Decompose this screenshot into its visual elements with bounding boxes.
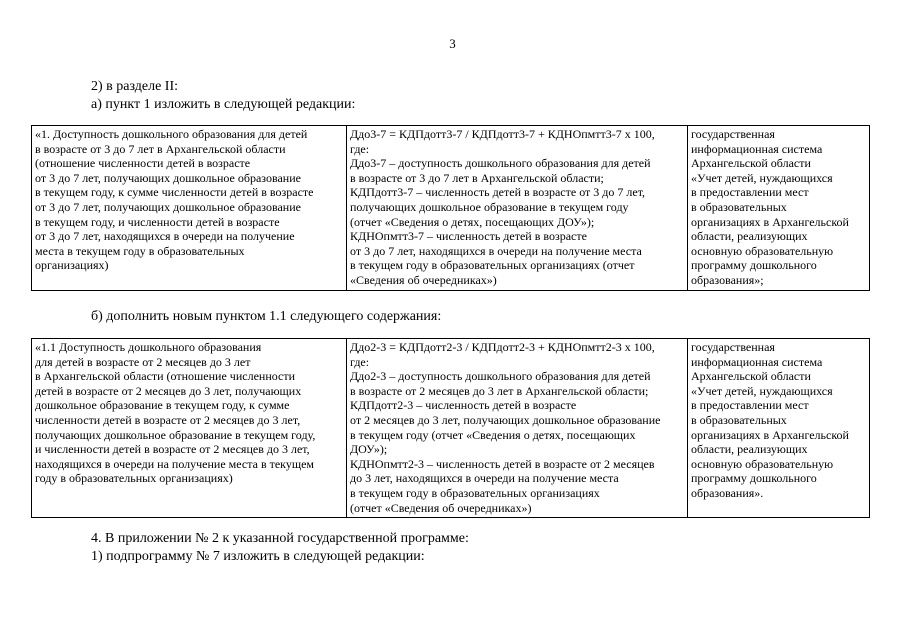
formula-cell: Ддо2-3 = КДПдотт2-3 / КДПдотт2-3 + КДНОпмтт2-3 х 100, где: Ддо2-3 – доступность дошкольного образования для детей в возрасте от 2 месяцев до 3 лет в Архангельской области; КДПдотт2-3 – численность детей в возрасте от 2 месяцев до 3 лет, получающих дошкольное образование в текущем году (отчет «Сведения о детях, посещающих ДОУ»); КДНОпмтт2-3 – численность детей в возрасте от 2 месяцев до 3 лет, находящихся в очереди на получение места в текущем году в образовательных организациях (отчет «Сведения об очередниках») [347, 339, 688, 518]
source-cell: государственная информационная система Архангельской области «Учет детей, нуждающихся в предоставлении мест в образовательных организациях в Архангельской области, реализующих основную образовательную программу дошкольного образования». [688, 339, 870, 518]
table-row [32, 339, 870, 518]
section-item-b: б) дополнить новым пунктом 1.1 следующего содержания: [91, 309, 442, 324]
indicator-cell: «1. Доступность дошкольного образования для детей в возрасте от 3 до 7 лет в Архангельской области (отношение численности детей в возрасте от 3 до 7 лет, получающих дошкольное образование в текущем году, к сумме численности детей в возрасте от 3 до 7 лет, получающих дошкольное образование в текущем году, и численности детей в возрасте от 3 до 7 лет, находящихся в очереди на получение места в текущем году в образовательных организациях) [32, 126, 347, 291]
indicator-cell: «1.1 Доступность дошкольного образования для детей в возрасте от 2 месяцев до 3 лет в Архангельской области (отношение численности детей в возрасте от 2 месяцев до 3 лет, получающих дошкольное образование в текущем году, к сумме численности детей в возрасте от 2 месяцев до 3 лет, получающих дошкольное образование в текущем году, и численности детей в возрасте от 2 месяцев до 3 лет, находящихся в очереди на получение места в текущем году в образовательных организациях) [32, 339, 347, 518]
section-item-4-1: 1) подпрограмму № 7 изложить в следующей редакции: [91, 549, 425, 564]
indicator-table-1 [31, 125, 870, 291]
formula-cell: Ддо3-7 = КДПдотт3-7 / КДПдотт3-7 + КДНОпмтт3-7 х 100, где: Ддо3-7 – доступность дошкольного образования для детей в возрасте от 3 до 7 лет в Архангельской области; КДПдотт3-7 – численность детей в возрасте от 3 до 7 лет, получающих дошкольное образование в текущем году (отчет «Сведения о детях, посещающих ДОУ»); КДНОпмтт3-7 – численность детей в возрасте от 3 до 7 лет, находящихся в очереди на получение места в текущем году в образовательных организациях (отчет «Сведения об очередниках») [347, 126, 688, 291]
section-item-a: а) пункт 1 изложить в следующей редакции: [91, 97, 356, 112]
source-cell: государственная информационная система Архангельской области «Учет детей, нуждающихся в предоставлении мест в образовательных организациях в Архангельской области, реализующих основную образовательную программу дошкольного образования»; [688, 126, 870, 291]
section-item-2: 2) в разделе II: [91, 79, 179, 94]
section-item-4: 4. В приложении № 2 к указанной государственной программе: [91, 531, 469, 546]
indicator-table-2 [31, 338, 870, 518]
page-number: 3 [449, 36, 456, 51]
table-row [32, 126, 870, 291]
